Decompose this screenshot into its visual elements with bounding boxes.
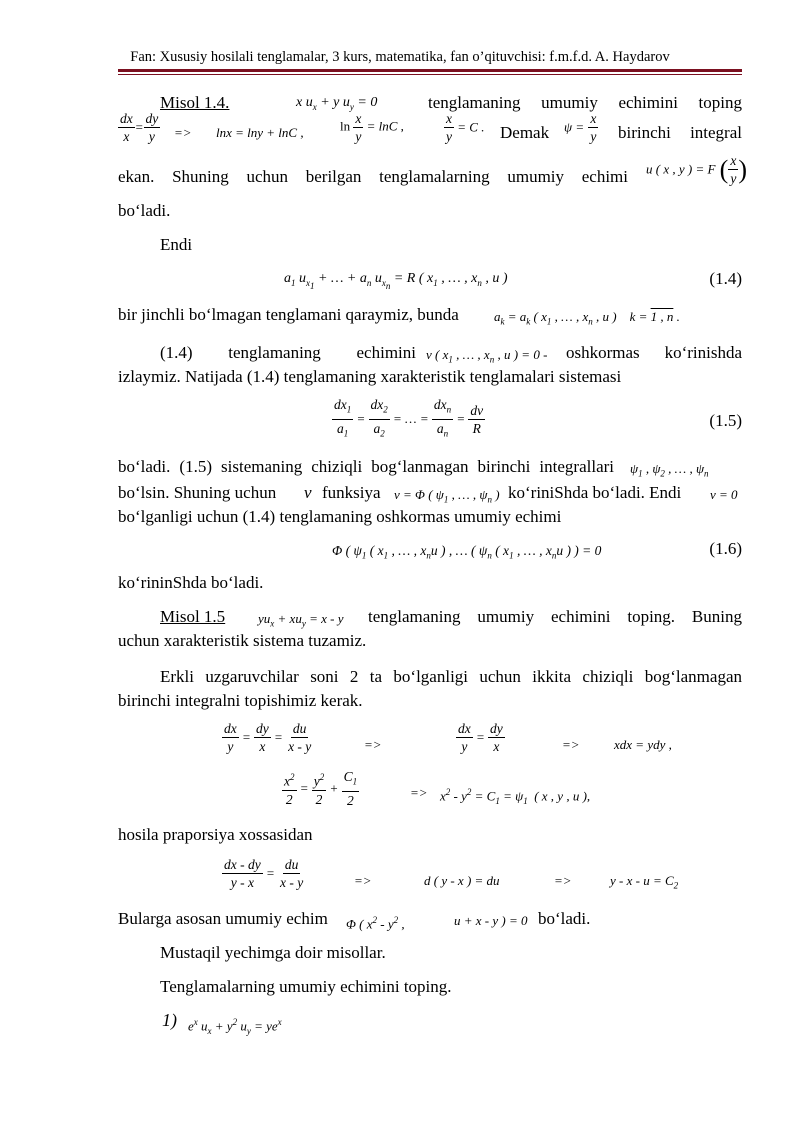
example-label: Misol 1.4. xyxy=(160,93,230,112)
equation: $\frac{dx - dy}{y - x}$ = $\frac{du}{x - y}$ xyxy=(224,857,304,890)
equation: ψ = $\frac{x}{y}$ xyxy=(564,111,597,144)
equation: $yu_x + xu_y = x - y$ xyxy=(258,611,344,629)
implies-arrow: => xyxy=(354,873,372,888)
text-line: bo‘lganligi uchun (1.4) tenglamaning oshkormas umumiy echimi xyxy=(118,507,562,526)
implies-arrow: => xyxy=(174,125,192,140)
page-header: Fan: Xususiy hosilali tenglamalar, 3 kurs, matematika, fan o’qituvchisi: f.m.f.d. A. Haydarov xyxy=(130,49,670,65)
text-line: Mustaqil yechimga doir misollar. xyxy=(160,943,386,962)
equation: ln $\frac{x}{y}$ = lnC , xyxy=(340,111,404,144)
equation-number: (1.5) xyxy=(709,411,742,430)
equation: $\psi_1$ , $\psi_2$ , … , $\psi_n$ xyxy=(630,461,709,479)
equation: v = 0 xyxy=(710,487,738,502)
equation: $\frac{x}{y}$ = C . xyxy=(446,111,485,144)
equation-1-5: $\frac{dx_1}{a_1}$ = $\frac{dx_2}{a_2}$ = … = $\frac{dx_n}{a_n}$ = $\frac{dv}{R}$ xyxy=(334,397,484,439)
equation: $\frac{x^2}{2}$ = $\frac{y^2}{2}$ + $\frac{C_1}{2}$ xyxy=(284,769,358,808)
text-line: ko‘riniShda bo‘ladi. Endi xyxy=(508,483,682,502)
equation: lnx = lny + lnC , xyxy=(216,125,304,140)
text-line: oshkormas ko‘rinishda xyxy=(566,343,742,362)
equation: v ( $x_1$ , … , $x_n$ , u ) = 0 - xyxy=(426,347,548,365)
equation: u + x - y ) = 0 xyxy=(454,913,528,928)
text-line: birinchi integral xyxy=(618,123,742,142)
text-line: Tenglamalarning umumiy echimini toping. xyxy=(160,977,452,996)
text-line: bo‘lsin. Shuning uchun xyxy=(118,483,277,502)
equation-1-6: Φ ( $\psi_1$ ( $x_1$ , … , $x_nu$ ) , … ( $\psi_n$ ( $x_1$ , … , $x_nu$ ) ) = 0 xyxy=(332,543,602,561)
equation: $\frac{dx}{y}$ = $\frac{dy}{x}$ xyxy=(458,721,503,754)
equation: $x^2 - y^2 = C_1 = \psi_1$ ( x , y , u ), xyxy=(440,787,591,806)
equation: xdx = ydy , xyxy=(614,737,672,752)
header-rule-thick xyxy=(118,69,742,72)
equation: d ( y - x ) = du xyxy=(424,873,500,888)
text-line: birinchi integralni topishimiz kerak. xyxy=(118,691,363,710)
text-line: Endi xyxy=(160,235,193,254)
text-line: Erkli uzgaruvchilar soni 2 ta bo‘lganligi uchun ikkita chiziqli bog‘lanmagan xyxy=(160,667,742,686)
example-label: Misol 1.5 xyxy=(160,607,226,626)
equation: $y - x - u = C_2$ xyxy=(610,873,679,891)
equation-number: (1.6) xyxy=(709,539,742,558)
equation: u ( x , y ) = F ( $\frac{x}{y}$ ) xyxy=(646,153,748,186)
implies-arrow: => xyxy=(554,873,572,888)
header-rule-thin xyxy=(118,74,742,75)
equation: $\frac{dx}{x}$ = $\frac{dy}{y}$ xyxy=(120,111,159,144)
equation: $\frac{dx}{y}$ = $\frac{dy}{x}$ = $\frac{du}{x - y}$ xyxy=(224,721,312,754)
variable-v: v xyxy=(304,483,312,502)
equation-1-4: $a_1$ $u_{x_1}$ + … + $a_n$ $u_{x_n} = R$ ( $x_1$ , … , $x_n$ , u ) xyxy=(284,271,508,291)
implies-arrow: => xyxy=(364,737,382,752)
equation: x $u_x + y$ $u_y = 0$ xyxy=(296,95,378,112)
equation: $a_k = a_k$ ( $x_1$ , … , $x_n$ , u ) k = 1 , n . xyxy=(494,309,680,327)
text-line: bo‘ladi. xyxy=(118,201,171,220)
text-word: funksiya xyxy=(322,483,381,502)
text-line: hosila praporsiya xossasidan xyxy=(118,825,313,844)
text-line: ko‘rininShda bo‘ladi. xyxy=(118,573,264,592)
text-line: ekan. Shuning uchun berilgan tenglamalarning umumiy echimi xyxy=(118,167,628,186)
text-line: Bularga asosan umumiy echim xyxy=(118,909,328,928)
text-line: uchun xarakteristik sistema tuzamiz. xyxy=(118,631,367,650)
text-word: bo‘ladi. xyxy=(538,909,591,928)
text-word: Demak xyxy=(500,123,550,142)
equation: v = Φ ( $\psi_1$ , … , $\psi_n$ ) xyxy=(394,487,500,505)
text-line: (1.4) tenglamaning echimini xyxy=(160,343,416,362)
text-line: bo‘ladi. (1.5) sistemaning chiziqli bog‘lanmagan birinchi integrallari xyxy=(118,457,614,476)
equation-number: (1.4) xyxy=(709,269,742,288)
text-line: tenglamaning umumiy echimini toping. Buning xyxy=(368,607,742,626)
implies-arrow: => xyxy=(562,737,580,752)
text-line: izlaymiz. Natijada (1.4) tenglamaning xarakteristik tenglamalari sistemasi xyxy=(118,367,622,386)
exercise-number: 1) xyxy=(162,1010,177,1030)
equation: $e^x$ $u_x + y^2$ $u_y = ye^x$ xyxy=(188,1017,282,1036)
implies-arrow: => xyxy=(410,785,428,800)
text-line: bir jinchli bo‘lmagan tenglamani qaraymiz, bunda xyxy=(118,305,459,324)
text-line: tenglamaning umumiy echimini toping xyxy=(428,93,742,112)
equation: Φ ( $x^2 - y^2$ , xyxy=(346,915,405,932)
